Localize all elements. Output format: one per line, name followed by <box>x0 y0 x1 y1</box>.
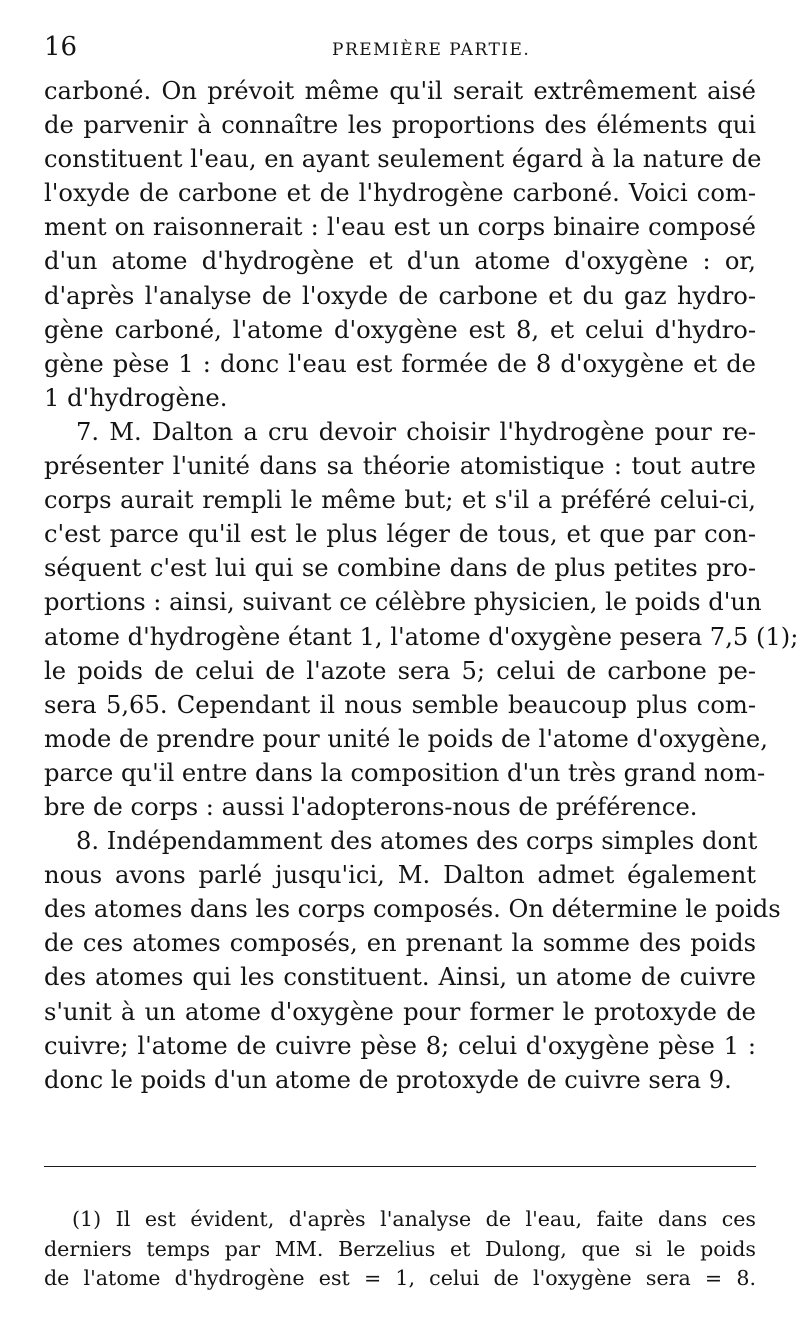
text-line: donc le poids d'un atome de protoxyde de cuivre sera 9. <box>44 1065 732 1094</box>
text-line: bre de corps : aussi l'adopterons-nous de préférence. <box>44 792 698 821</box>
text-line: cuivre; l'atome de cuivre pèse 8; celui d'oxygène pèse 1 : <box>44 1031 756 1060</box>
page-number: 16 <box>44 32 78 62</box>
text-line: 1 d'hydrogène. <box>44 383 228 412</box>
text-line: des atomes qui les constituent. Ainsi, un atome de cuivre <box>44 963 756 992</box>
text-line: c'est parce qu'il est le plus léger de tous, et que par con- <box>44 520 756 549</box>
text-line: de ces atomes composés, en prenant la somme des poids <box>44 929 756 958</box>
footnote-rule <box>44 1166 756 1167</box>
text-line: gène carboné, l'atome d'oxygène est 8, et celui d'hydro- <box>44 315 756 344</box>
text-line: atome d'hydrogène étant 1, l'atome d'oxygène pesera 7,5 (1); <box>44 622 799 651</box>
text-line: carboné. On prévoit même qu'il serait extrêmement aisé <box>44 77 756 105</box>
text-line: le poids de celui de l'azote sera 5; celui de carbone pe- <box>44 656 756 685</box>
footnote <box>44 1205 756 1294</box>
running-head: PREMIÈRE PARTIE. <box>332 40 531 60</box>
text-line: séquent c'est lui qui se combine dans de plus petites pro- <box>44 554 756 583</box>
text-line: portions : ainsi, suivant ce célèbre physicien, le poids d'un <box>44 588 762 617</box>
text-line: d'après l'analyse de l'oxyde de carbone et du gaz hydro- <box>44 281 756 310</box>
text-line: s'unit à un atome d'oxygène pour former le protoxyde de <box>44 997 756 1026</box>
text-line: 7. M. Dalton a cru devoir choisir l'hydrogène pour re- <box>76 417 756 446</box>
text-line: mode de prendre pour unité le poids de l'atome d'oxygène, <box>44 724 768 753</box>
body-text <box>44 74 799 1097</box>
page-header <box>44 34 756 60</box>
text-line: sera 5,65. Cependant il nous semble beaucoup plus com- <box>44 690 756 719</box>
text-line: corps aurait rempli le même but; et s'il a préféré celui-ci, <box>44 486 756 515</box>
text-line: ment on raisonnerait : l'eau est un corps binaire composé <box>44 213 756 242</box>
footnote-line: de l'atome d'hydrogène est = 1, celui de l'oxygène sera = 8. <box>44 1266 756 1290</box>
text-line: parce qu'il entre dans la composition d'un très grand nom- <box>44 758 766 787</box>
text-line: 8. Indépendamment des atomes des corps simples dont <box>76 827 758 856</box>
text-line: l'oxyde de carbone et de l'hydrogène carboné. Voici com- <box>44 179 756 208</box>
text-line: présenter l'unité dans sa théorie atomistique : tout autre <box>44 452 756 481</box>
text-line: d'un atome d'hydrogène et d'un atome d'oxygène : or, <box>44 247 756 276</box>
text-line: gène pèse 1 : donc l'eau est formée de 8 d'oxygène et de <box>44 349 756 378</box>
text-line: des atomes dans les corps composés. On détermine le poids <box>44 895 781 924</box>
text-line: constituent l'eau, en ayant seulement égard à la nature de <box>44 145 762 174</box>
footnote-line: derniers temps par MM. Berzelius et Dulong, que si le poids <box>44 1236 756 1261</box>
text-line: nous avons parlé jusqu'ici, M. Dalton admet également <box>44 861 756 890</box>
footnote-line: (1) Il est évident, d'après l'analyse de l'eau, faite dans ces <box>72 1207 756 1231</box>
text-line: de parvenir à connaître les proportions des éléments qui <box>44 111 756 140</box>
